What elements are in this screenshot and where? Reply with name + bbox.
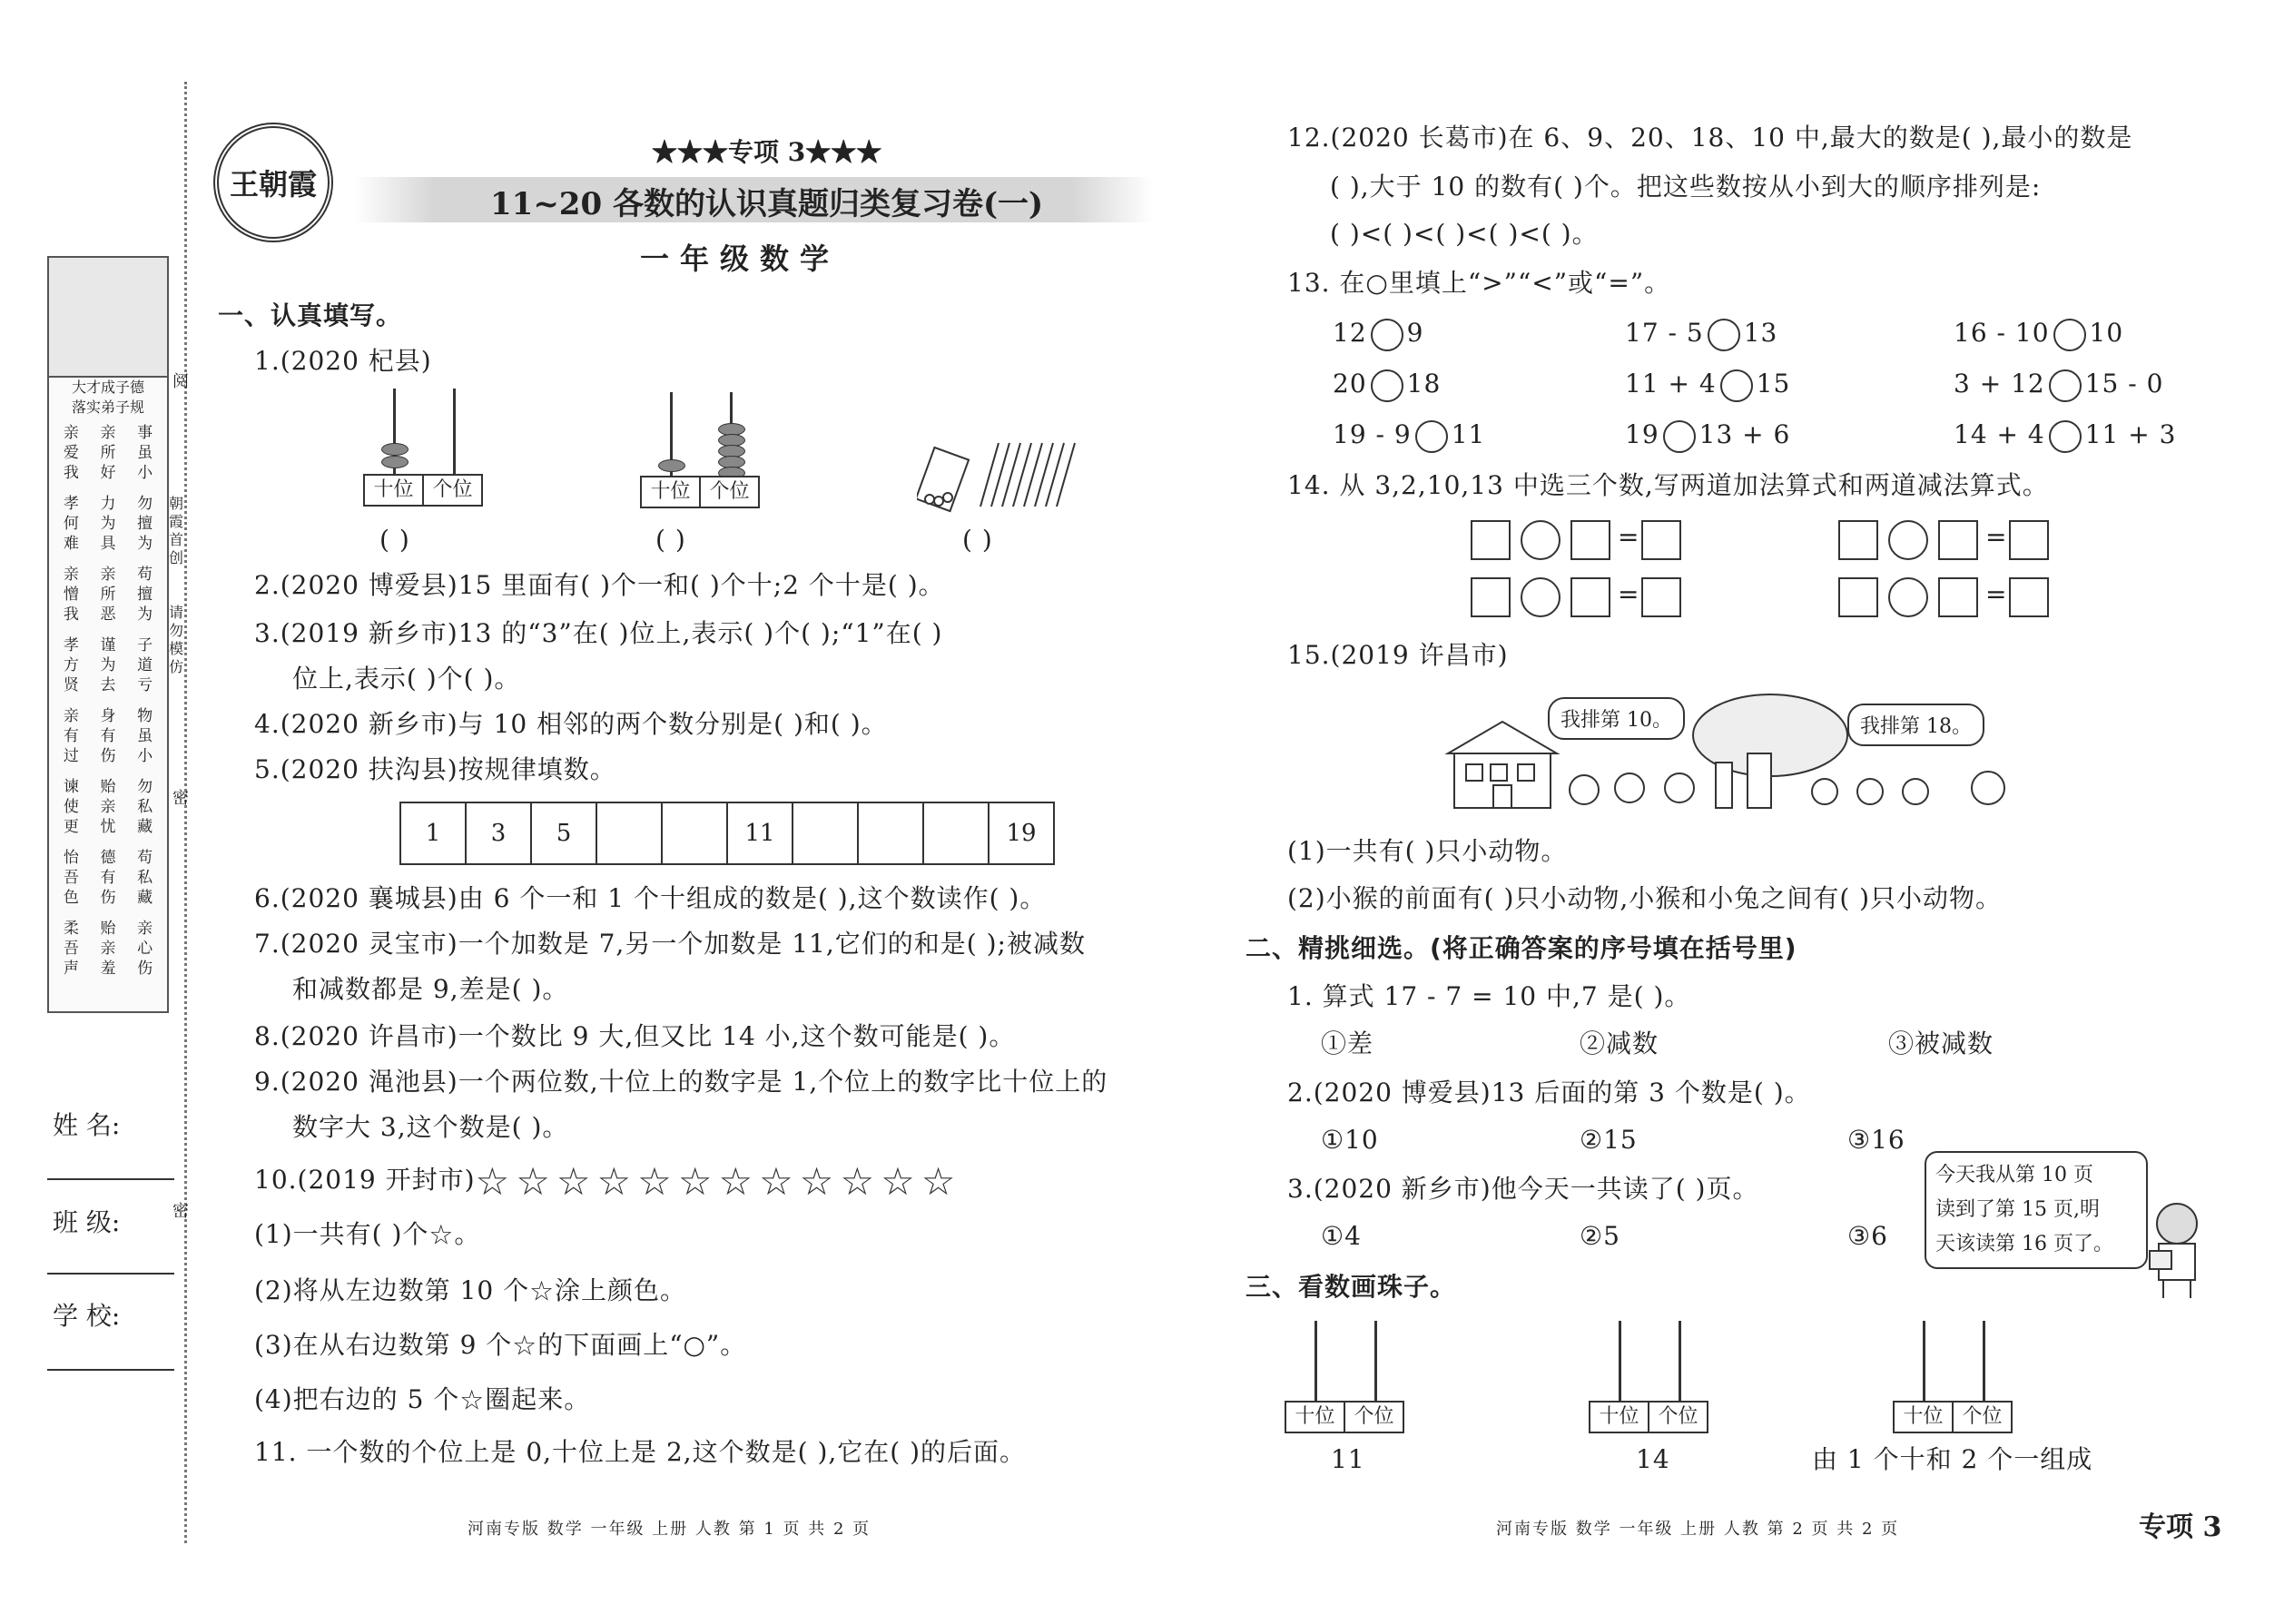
question-15-2: (2)小猴的前面有( )只小动物,小猴和小兔之间有( )只小动物。	[1287, 883, 2003, 913]
number-box[interactable]	[1471, 577, 1511, 617]
right-operand: 18	[1406, 369, 1442, 399]
equals-sign: =	[1985, 579, 2007, 609]
star-icon[interactable]: ☆	[516, 1158, 551, 1204]
motto-char: 私	[137, 798, 153, 816]
right-operand: 15	[1756, 369, 1791, 399]
spine-mark: 密	[172, 1202, 189, 1221]
comparison-item	[1625, 417, 1790, 453]
spine-text: 朝霞首创	[169, 495, 184, 566]
motto-char: 孝	[63, 636, 79, 655]
motto-char: 我	[63, 605, 79, 624]
motto-char: 勿	[137, 495, 153, 513]
section-3-heading: 三、看数画珠子。	[1245, 1272, 1457, 1302]
motto-char: 亲	[137, 920, 153, 938]
motto-char: 心	[137, 940, 153, 958]
number-box[interactable]	[1570, 577, 1610, 617]
motto-char: 小	[137, 464, 153, 482]
left-operand: 11 + 4	[1625, 369, 1717, 399]
sequence-cell: 1	[425, 820, 441, 847]
sequence-cell: 3	[465, 803, 530, 863]
question-10	[254, 1158, 961, 1204]
motto-char: 过	[63, 747, 79, 765]
number-box[interactable]	[1938, 520, 1978, 560]
number-box[interactable]	[1838, 577, 1878, 617]
motto-char: 有	[63, 727, 79, 745]
motto-column	[133, 635, 157, 695]
class-label: 班 级:	[53, 1207, 121, 1237]
motto-char: 有	[100, 727, 116, 745]
bead-target: 11	[1331, 1444, 1365, 1474]
motto-column	[59, 635, 83, 695]
question-11: 11. 一个数的个位上是 0,十位上是 2,这个数是( ),它在( )的后面。	[254, 1437, 1027, 1467]
right-operand: 9	[1406, 318, 1424, 348]
question-4: 4.(2020 新乡市)与 10 相邻的两个数分别是( )和( )。	[254, 709, 888, 739]
motto-column	[96, 565, 120, 625]
motto-char: 我	[63, 464, 79, 482]
motto-column	[96, 706, 120, 766]
question-6: 6.(2020 襄城县)由 6 个一和 1 个十组成的数是( ),这个数读作( )。	[254, 883, 1047, 913]
motto-char: 所	[100, 444, 116, 462]
left-operand: 12	[1333, 318, 1367, 348]
comparison-circle[interactable]	[1720, 369, 1753, 402]
motto-char: 难	[63, 535, 79, 553]
star-icon[interactable]: ☆	[677, 1158, 714, 1204]
comparison-circle[interactable]	[2053, 319, 2086, 351]
sequence-blank[interactable]	[792, 803, 857, 863]
choice-option[interactable]: ③被减数	[1888, 1029, 1994, 1058]
motto-char: 何	[63, 515, 79, 533]
star-icon[interactable]: ☆	[921, 1158, 957, 1204]
number-box[interactable]	[1641, 520, 1681, 560]
motto-char: 亲	[100, 566, 116, 584]
motto-char: 虽	[137, 444, 153, 462]
left-operand: 19 - 9	[1333, 419, 1412, 449]
motto-char: 贤	[63, 676, 79, 694]
motto-char: 小	[137, 747, 153, 765]
motto-char: 声	[63, 960, 79, 978]
motto-column	[133, 848, 157, 908]
choice-question-1: 1. 算式 17 - 7 = 10 中,7 是( )。	[1287, 981, 1691, 1011]
spine-mark: 密	[172, 789, 189, 808]
motto-char: 忧	[100, 818, 116, 836]
motto-char: 好	[100, 464, 116, 482]
comparison-item	[1954, 315, 2123, 351]
motto-column	[59, 423, 83, 483]
right-operand: 13 + 6	[1698, 419, 1791, 449]
motto-char: 为	[137, 535, 153, 553]
school-label: 学 校:	[53, 1301, 121, 1331]
motto-char: 贻	[100, 920, 116, 938]
comparison-circle[interactable]	[1663, 420, 1696, 453]
motto-char: 为	[137, 605, 153, 624]
motto-row	[49, 701, 167, 772]
star-icon[interactable]: ☆	[759, 1158, 794, 1204]
motto-column	[133, 777, 157, 837]
motto-char: 藏	[137, 818, 153, 836]
right-operand: 11 + 3	[2084, 419, 2177, 449]
left-operand: 14 + 4	[1954, 419, 2045, 449]
motto-char: 憎	[63, 586, 79, 604]
class-field[interactable]	[47, 1273, 174, 1275]
comparison-item	[1954, 417, 2176, 453]
choice-option[interactable]: ③16	[1847, 1125, 1905, 1155]
operator-circle[interactable]	[1521, 577, 1561, 617]
question-10-3	[254, 1327, 746, 1365]
motto-char: 色	[63, 889, 79, 907]
left-operand: 16 - 10	[1954, 318, 2050, 348]
name-label: 姓 名:	[53, 1110, 121, 1140]
sequence-blank[interactable]	[661, 803, 726, 863]
motto-char: 身	[100, 707, 116, 725]
motto-char: 勿	[137, 778, 153, 796]
motto-row	[49, 488, 167, 559]
motto-column	[133, 919, 157, 979]
question-5: 5.(2020 扶沟县)按规律填数。	[254, 754, 616, 784]
q10-1-end: 。	[454, 1219, 481, 1249]
comparison-circle[interactable]	[1371, 319, 1403, 351]
motto-char: 有	[100, 869, 116, 887]
empty-abacus[interactable]	[1589, 1321, 1708, 1439]
ones-label: 个位	[699, 477, 758, 507]
equals-sign: =	[1618, 579, 1639, 609]
sequence-cell: 19	[988, 803, 1053, 863]
motto-column	[96, 494, 120, 554]
motto-line: 落实弟子规	[71, 399, 144, 416]
q10-3-end: 的下面画上“○”。	[537, 1330, 747, 1360]
star-icon[interactable]: ☆	[840, 1158, 876, 1204]
motto-char: 苟	[137, 849, 153, 867]
motto-char: 柔	[63, 920, 79, 938]
q10-2-text: (2)将从左边数第 10 个	[254, 1275, 530, 1305]
page-title: 11~20 各数的认识真题归类复习卷(一)	[490, 186, 1044, 222]
sequence-cell: 11	[726, 803, 792, 863]
speech-bubble: 我排第 18。	[1847, 704, 1984, 746]
motto-char: 谏	[63, 778, 79, 796]
sequence-cell: 5	[530, 803, 596, 863]
motto-char: 怡	[63, 849, 79, 867]
number-sequence	[399, 802, 1055, 865]
tens-label: 十位	[373, 478, 414, 501]
tens-label: 十位	[1295, 1405, 1335, 1428]
topic-subtitle: ★★★专项 3★★★	[652, 137, 882, 167]
tens-label: 十位	[650, 480, 691, 503]
motto-char: 虽	[137, 727, 153, 745]
choice-option[interactable]: ②15	[1580, 1125, 1638, 1155]
right-operand: 13	[1743, 318, 1778, 348]
motto-char: 亏	[137, 676, 153, 694]
section-1-heading: 一、认真填写。	[218, 300, 403, 330]
binding-line	[184, 82, 187, 1543]
motto-char: 伤	[100, 747, 116, 765]
question-12-order: ( )<( )<( )<( )<( )。	[1330, 219, 1599, 249]
q10-1-text: (1)一共有( )个	[254, 1219, 429, 1249]
q10-4-end: 圈起来。	[485, 1384, 591, 1414]
operator-circle[interactable]	[1521, 520, 1561, 560]
section-2-heading: 二、精挑细选。(将正确答案的序号填在括号里)	[1245, 933, 1797, 963]
number-box[interactable]	[1570, 520, 1610, 560]
motto-char: 子	[137, 636, 153, 655]
motto-char: 谨	[100, 636, 116, 655]
motto-column	[96, 777, 120, 837]
motto-char: 爱	[63, 444, 79, 462]
motto-column	[59, 777, 83, 837]
abacus-figure	[363, 389, 483, 507]
left-operand: 19	[1625, 419, 1659, 449]
star-icon[interactable]: ☆	[596, 1158, 633, 1204]
question-12-cont: ( ),大于 10 的数有( )个。把这些数按从小到大的顺序排列是:	[1330, 172, 2042, 202]
comparison-circle[interactable]	[1371, 369, 1403, 402]
answer-blank[interactable]: ( )	[655, 525, 686, 555]
left-operand: 17 - 5	[1625, 318, 1704, 348]
bubble-line: 读到了第 15 页,明	[1935, 1198, 2100, 1221]
motto-char: 擅	[137, 515, 153, 533]
motto-char: 孝	[63, 495, 79, 513]
comparison-circle[interactable]	[1415, 420, 1448, 453]
motto-column	[133, 423, 157, 483]
motto-char: 亲	[100, 940, 116, 958]
motto-columns	[49, 418, 167, 984]
tens-label: 十位	[1599, 1405, 1639, 1428]
comparison-item	[1625, 315, 1777, 351]
choice-option[interactable]: ①4	[1321, 1221, 1362, 1251]
motto-char: 吾	[63, 869, 79, 887]
empty-abacus[interactable]	[1285, 1321, 1404, 1439]
sequence-blank[interactable]	[596, 803, 661, 863]
motto-column	[59, 848, 83, 908]
equals-sign: =	[1618, 522, 1639, 552]
number-box[interactable]	[1938, 577, 1978, 617]
motto-column	[59, 494, 83, 554]
question-12: 12.(2020 长葛市)在 6、9、20、18、10 中,最大的数是( ),最小的数是	[1287, 123, 2133, 153]
scholar-illustration	[49, 258, 167, 378]
question-10-4	[254, 1382, 590, 1420]
question-15: 15.(2019 许昌市)	[1287, 640, 1509, 670]
left-operand: 20	[1333, 369, 1367, 399]
right-operand: 11	[1451, 419, 1486, 449]
question-8: 8.(2020 许昌市)一个数比 9 大,但又比 14 小,这个数可能是( )。	[254, 1021, 1016, 1051]
school-field[interactable]	[47, 1369, 174, 1371]
motto-char: 亲	[100, 424, 116, 442]
motto-char: 亲	[63, 424, 79, 442]
name-field[interactable]	[47, 1178, 174, 1180]
sequence-blank[interactable]	[857, 803, 922, 863]
spine-text: 请勿模仿	[169, 604, 184, 675]
question-9: 9.(2020 渑池县)一个两位数,十位上的数字是 1,个位上的数字比十位上的	[254, 1067, 1108, 1097]
star-icon[interactable]: ☆	[799, 1158, 835, 1204]
motto-row	[49, 772, 167, 842]
operator-circle[interactable]	[1888, 577, 1928, 617]
corner-topic-tag: 专项 3	[2139, 1511, 2222, 1543]
sequence-blank[interactable]	[922, 803, 988, 863]
question-14: 14. 从 3,2,10,13 中选三个数,写两道加法算式和两道减法算式。	[1287, 470, 2049, 500]
motto-column	[133, 494, 157, 554]
comparison-circle[interactable]	[1708, 319, 1740, 351]
number-box[interactable]	[1641, 577, 1681, 617]
question-15-1: (1)一共有( )只小动物。	[1287, 836, 1568, 866]
star-icon: ☆	[428, 1219, 455, 1252]
side-motto-panel	[47, 256, 169, 1013]
motto-column	[96, 919, 120, 979]
page-footer-right: 河南专版 数学 一年级 上册 人教 第 2 页 共 2 页	[1496, 1520, 1900, 1539]
motto-column	[96, 635, 120, 695]
comparison-item	[1333, 417, 1485, 453]
ones-label: 个位	[1648, 1403, 1707, 1432]
question-10-2	[254, 1273, 686, 1311]
choice-option[interactable]: ③6	[1847, 1221, 1888, 1251]
choice-option[interactable]: ①差	[1321, 1029, 1374, 1058]
comparison-item	[1954, 366, 2163, 402]
motto-line: 大才成子德	[71, 379, 144, 396]
motto-char: 更	[63, 818, 79, 836]
motto-column	[59, 706, 83, 766]
choice-option[interactable]: ②5	[1580, 1221, 1620, 1251]
comparison-item	[1333, 366, 1441, 402]
question-10-label: 10.(2019 开封市)	[254, 1165, 476, 1195]
motto-row	[49, 630, 167, 701]
motto-char: 藏	[137, 889, 153, 907]
motto-column	[59, 919, 83, 979]
choice-option[interactable]: ①10	[1321, 1125, 1379, 1155]
motto-column	[59, 565, 83, 625]
motto-char: 具	[100, 535, 116, 553]
motto-char: 吾	[63, 940, 79, 958]
motto-row	[49, 418, 167, 488]
motto-char: 为	[100, 515, 116, 533]
motto-char: 物	[137, 707, 153, 725]
comparison-item	[1333, 315, 1423, 351]
motto-char: 亲	[63, 566, 79, 584]
bead-target: 14	[1636, 1444, 1670, 1474]
question-3-cont: 位上,表示( )个( )。	[292, 664, 521, 694]
boy-speech-bubble	[1925, 1151, 2148, 1269]
answer-blank[interactable]: ( )	[962, 525, 993, 555]
question-3: 3.(2019 新乡市)13 的“3”在( )位上,表示( )个( );“1”在( )	[254, 618, 943, 648]
choice-option[interactable]: ②减数	[1580, 1029, 1659, 1058]
speech-bubble: 我排第 10。	[1548, 697, 1685, 740]
motto-row	[49, 559, 167, 630]
number-box[interactable]	[1838, 520, 1878, 560]
motto-column	[96, 423, 120, 483]
motto-row	[49, 913, 167, 984]
empty-abacus[interactable]	[1893, 1321, 2013, 1439]
motto-char: 力	[100, 495, 116, 513]
motto-char: 方	[63, 656, 79, 674]
spine-mark: 阅	[172, 372, 189, 391]
comparison-circle[interactable]	[2049, 369, 2082, 402]
number-box[interactable]	[1471, 520, 1511, 560]
abacus-figure	[640, 392, 760, 510]
motto-column	[133, 565, 157, 625]
motto-char: 使	[63, 798, 79, 816]
motto-char: 事	[137, 424, 153, 442]
q10-3-text: (3)在从右边数第 9 个	[254, 1330, 513, 1360]
ones-label: 个位	[422, 476, 481, 505]
page-footer-left: 河南专版 数学 一年级 上册 人教 第 1 页 共 2 页	[468, 1520, 871, 1539]
reading-boy-illustration	[2141, 1196, 2213, 1301]
motto-char: 为	[100, 656, 116, 674]
number-box[interactable]	[2009, 577, 2049, 617]
motto-char: 德	[100, 849, 116, 867]
star-icon[interactable]: ☆	[556, 1158, 592, 1204]
q10-4-text: (4)把右边的 5 个	[254, 1384, 460, 1414]
star-icon: ☆	[529, 1275, 555, 1308]
motto-char: 恶	[100, 605, 116, 624]
question-2: 2.(2020 博爱县)15 里面有( )个一和( )个十;2 个十是( )。	[254, 570, 945, 600]
question-7-cont: 和减数都是 9,差是( )。	[292, 974, 569, 1004]
choice-question-2: 2.(2020 博爱县)13 后面的第 3 个数是( )。	[1287, 1078, 1811, 1107]
motto-char: 亲	[100, 798, 116, 816]
motto-char: 伤	[100, 889, 116, 907]
question-10-1	[254, 1216, 480, 1255]
motto-char: 伤	[137, 960, 153, 978]
question-9-cont: 数字大 3,这个数是( )。	[292, 1112, 569, 1142]
motto-char: 擅	[137, 586, 153, 604]
counting-sticks-picture	[917, 434, 1098, 516]
left-operand: 3 + 12	[1954, 369, 2045, 399]
star-icon[interactable]: ☆	[475, 1158, 511, 1204]
question-13: 13. 在○里填上“>”“<”或“=”。	[1287, 268, 1671, 298]
bubble-line: 天该读第 16 页了。	[1935, 1233, 2113, 1255]
motto-char: 贻	[100, 778, 116, 796]
motto-char: 私	[137, 869, 153, 887]
motto-char: 去	[100, 676, 116, 694]
grade-subject: 一年级数学	[640, 241, 841, 276]
star-icon[interactable]: ☆	[881, 1158, 916, 1204]
brand-logo: 王朝霞	[213, 123, 333, 242]
star-icon[interactable]: ☆	[718, 1158, 754, 1204]
star-icon[interactable]: ☆	[637, 1158, 673, 1204]
motto-char: 苟	[137, 566, 153, 584]
tens-label: 十位	[1903, 1405, 1944, 1428]
right-operand: 15 - 0	[2084, 369, 2164, 399]
motto-char: 亲	[63, 707, 79, 725]
motto-char: 道	[137, 656, 153, 674]
comparison-item	[1625, 366, 1790, 402]
bead-target: 由 1 个十和 2 个一组成	[1812, 1444, 2093, 1474]
equals-sign: =	[1985, 522, 2007, 552]
star-row	[475, 1158, 962, 1204]
answer-blank[interactable]: ( )	[379, 525, 410, 555]
operator-circle[interactable]	[1888, 520, 1928, 560]
star-icon: ☆	[459, 1384, 486, 1417]
choice-question-3: 3.(2020 新乡市)他今天一共读了( )页。	[1287, 1174, 1759, 1204]
motto-char: 所	[100, 586, 116, 604]
bubble-line: 今天我从第 10 页	[1935, 1164, 2093, 1186]
ones-label: 个位	[1952, 1403, 2011, 1432]
motto-row	[49, 842, 167, 913]
star-icon: ☆	[512, 1330, 538, 1363]
question-1: 1.(2020 杞县)	[254, 346, 432, 376]
motto-column	[96, 848, 120, 908]
motto-char: 羞	[100, 960, 116, 978]
number-box[interactable]	[2009, 520, 2049, 560]
q10-2-end: 涂上颜色。	[555, 1275, 687, 1305]
motto-column	[133, 706, 157, 766]
right-operand: 10	[2089, 318, 2124, 348]
comparison-circle[interactable]	[2049, 420, 2082, 453]
ones-label: 个位	[1344, 1403, 1403, 1432]
question-7: 7.(2020 灵宝市)一个加数是 7,另一个加数是 11,它们的和是( );被减数	[254, 929, 1086, 959]
